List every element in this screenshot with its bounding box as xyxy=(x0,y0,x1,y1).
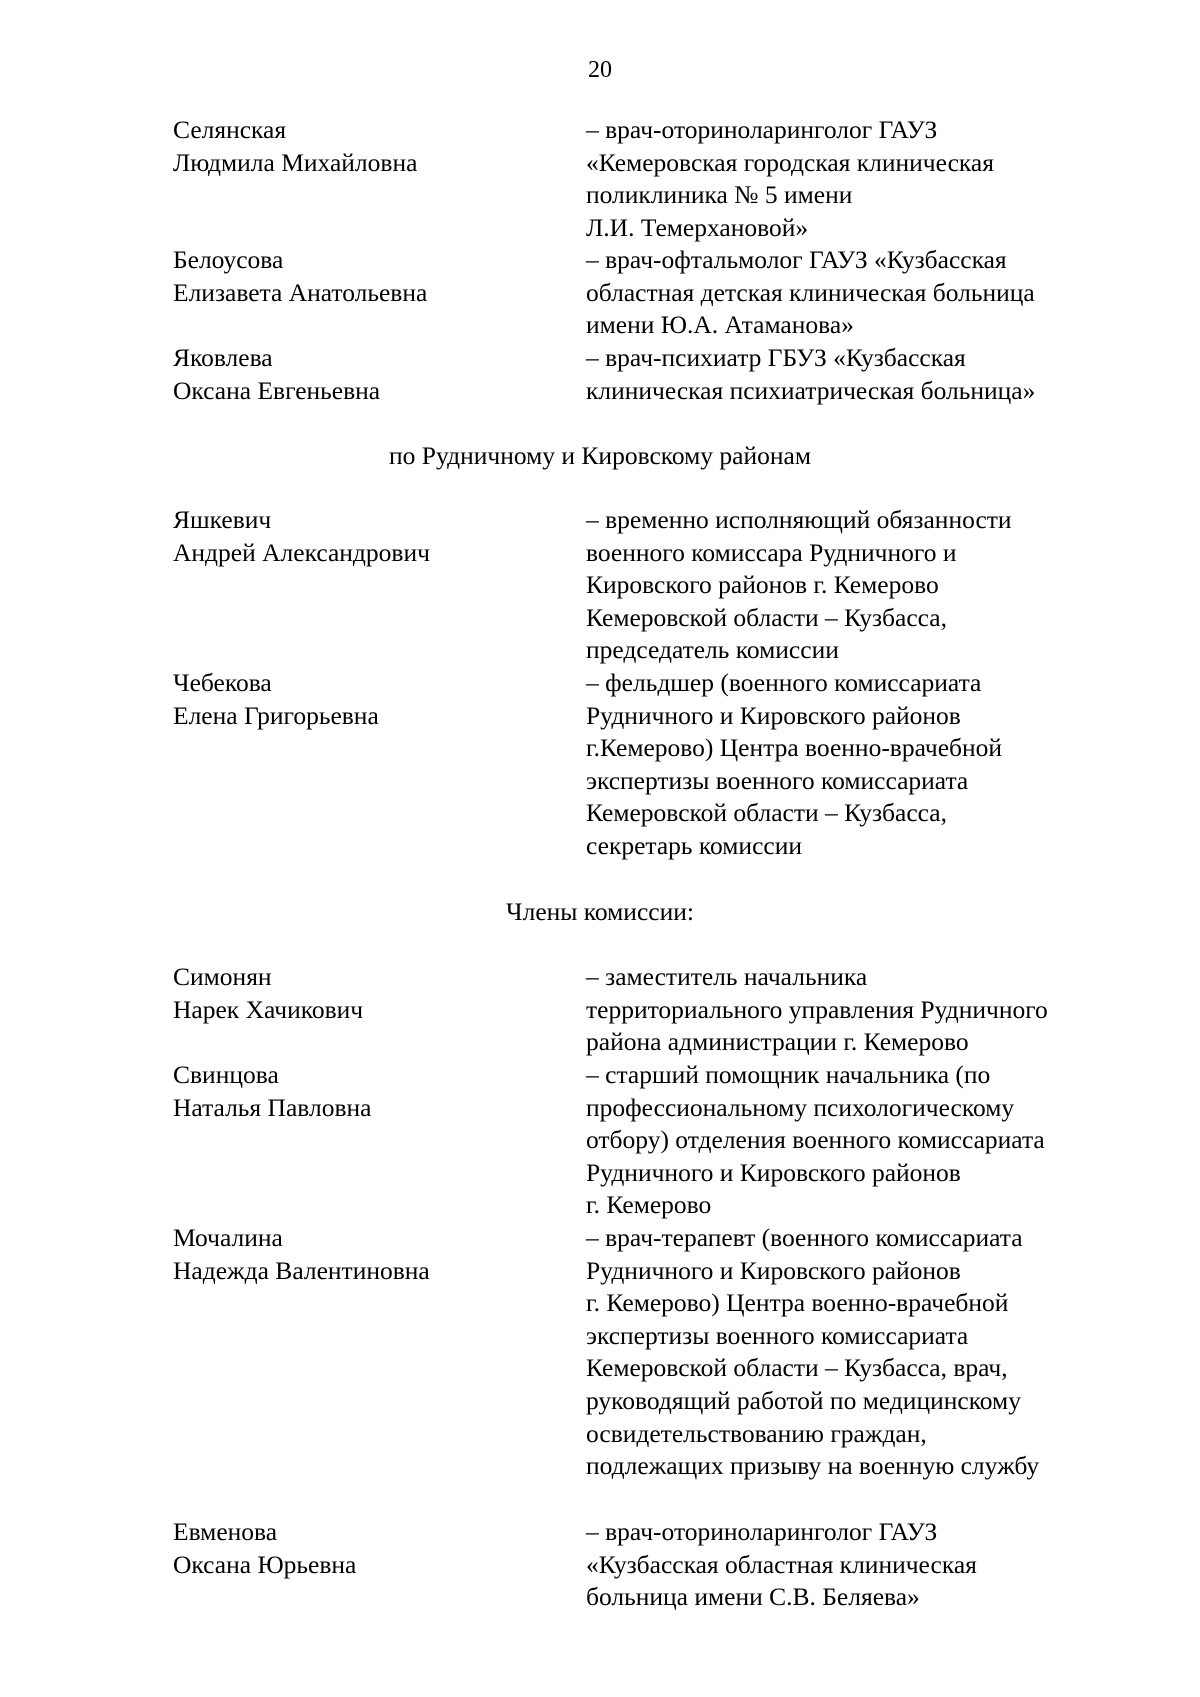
member-role: – заместитель начальника территориального управления Рудничного района администрации г. Кемерово xyxy=(586,962,1048,1057)
member-name: Яковлева Оксана Евгеньевна xyxy=(173,343,381,405)
members-heading: Члены комиссии: xyxy=(506,897,694,926)
member-role: – старший помощник начальника (по профессиональному психологическому отбору) отделения военного комиссариата Рудничного и Кировского районов г. Кемерово xyxy=(586,1060,1045,1220)
member-role: – временно исполняющий обязанности военного комиссара Рудничного и Кировского районов г. Кемерово Кемеровской области – Кузбасса, председатель комиссии xyxy=(586,505,1012,665)
member-name: Яшкевич Андрей Александрович xyxy=(173,505,430,567)
member-role: – врач-психиатр ГБУЗ «Кузбасская клиническая психиатрическая больница» xyxy=(586,343,1036,405)
member-role: – врач-оториноларинголог ГАУЗ «Кузбасская областная клиническая больница имени С.В. Беляева» xyxy=(586,1517,977,1612)
member-name: Селянская Людмила Михайловна xyxy=(173,115,418,177)
member-name: Мочалина Надежда Валентиновна xyxy=(173,1223,430,1285)
member-role: – врач-оториноларинголог ГАУЗ «Кемеровская городская клиническая поликлиника № 5 имени Л.И. Темерхановой» xyxy=(586,115,994,242)
member-role: – врач-терапевт (военного комиссариата Рудничного и Кировского районов г. Кемерово) Центра военно-врачебной экспертизы военного комиссариата Кемеровской области – Кузбасса, врач, руководящий работой по медицинскому освидетельствованию граждан, подлежащих призыву на военную службу xyxy=(586,1223,1040,1481)
member-name: Чебекова Елена Григорьевна xyxy=(173,668,379,730)
member-role: – врач-офтальмолог ГАУЗ «Кузбасская областная детская клиническая больница имени Ю.А. Атаманова» xyxy=(586,245,1035,340)
member-name: Симонян Нарек Хачикович xyxy=(173,962,364,1024)
member-name: Евменова Оксана Юрьевна xyxy=(173,1517,357,1579)
member-name: Свинцова Наталья Павловна xyxy=(173,1060,372,1122)
member-role: – фельдшер (военного комиссариата Рудничного и Кировского районов г.Кемерово) Центра военно-врачебной экспертизы военного комиссариата Кемеровской области – Кузбасса, секретарь комиссии xyxy=(586,668,1003,860)
page-number: 20 xyxy=(588,57,612,83)
district-heading: по Рудничному и Кировскому районам xyxy=(389,441,811,470)
member-name: Белоусова Елизавета Анатольевна xyxy=(173,245,428,307)
